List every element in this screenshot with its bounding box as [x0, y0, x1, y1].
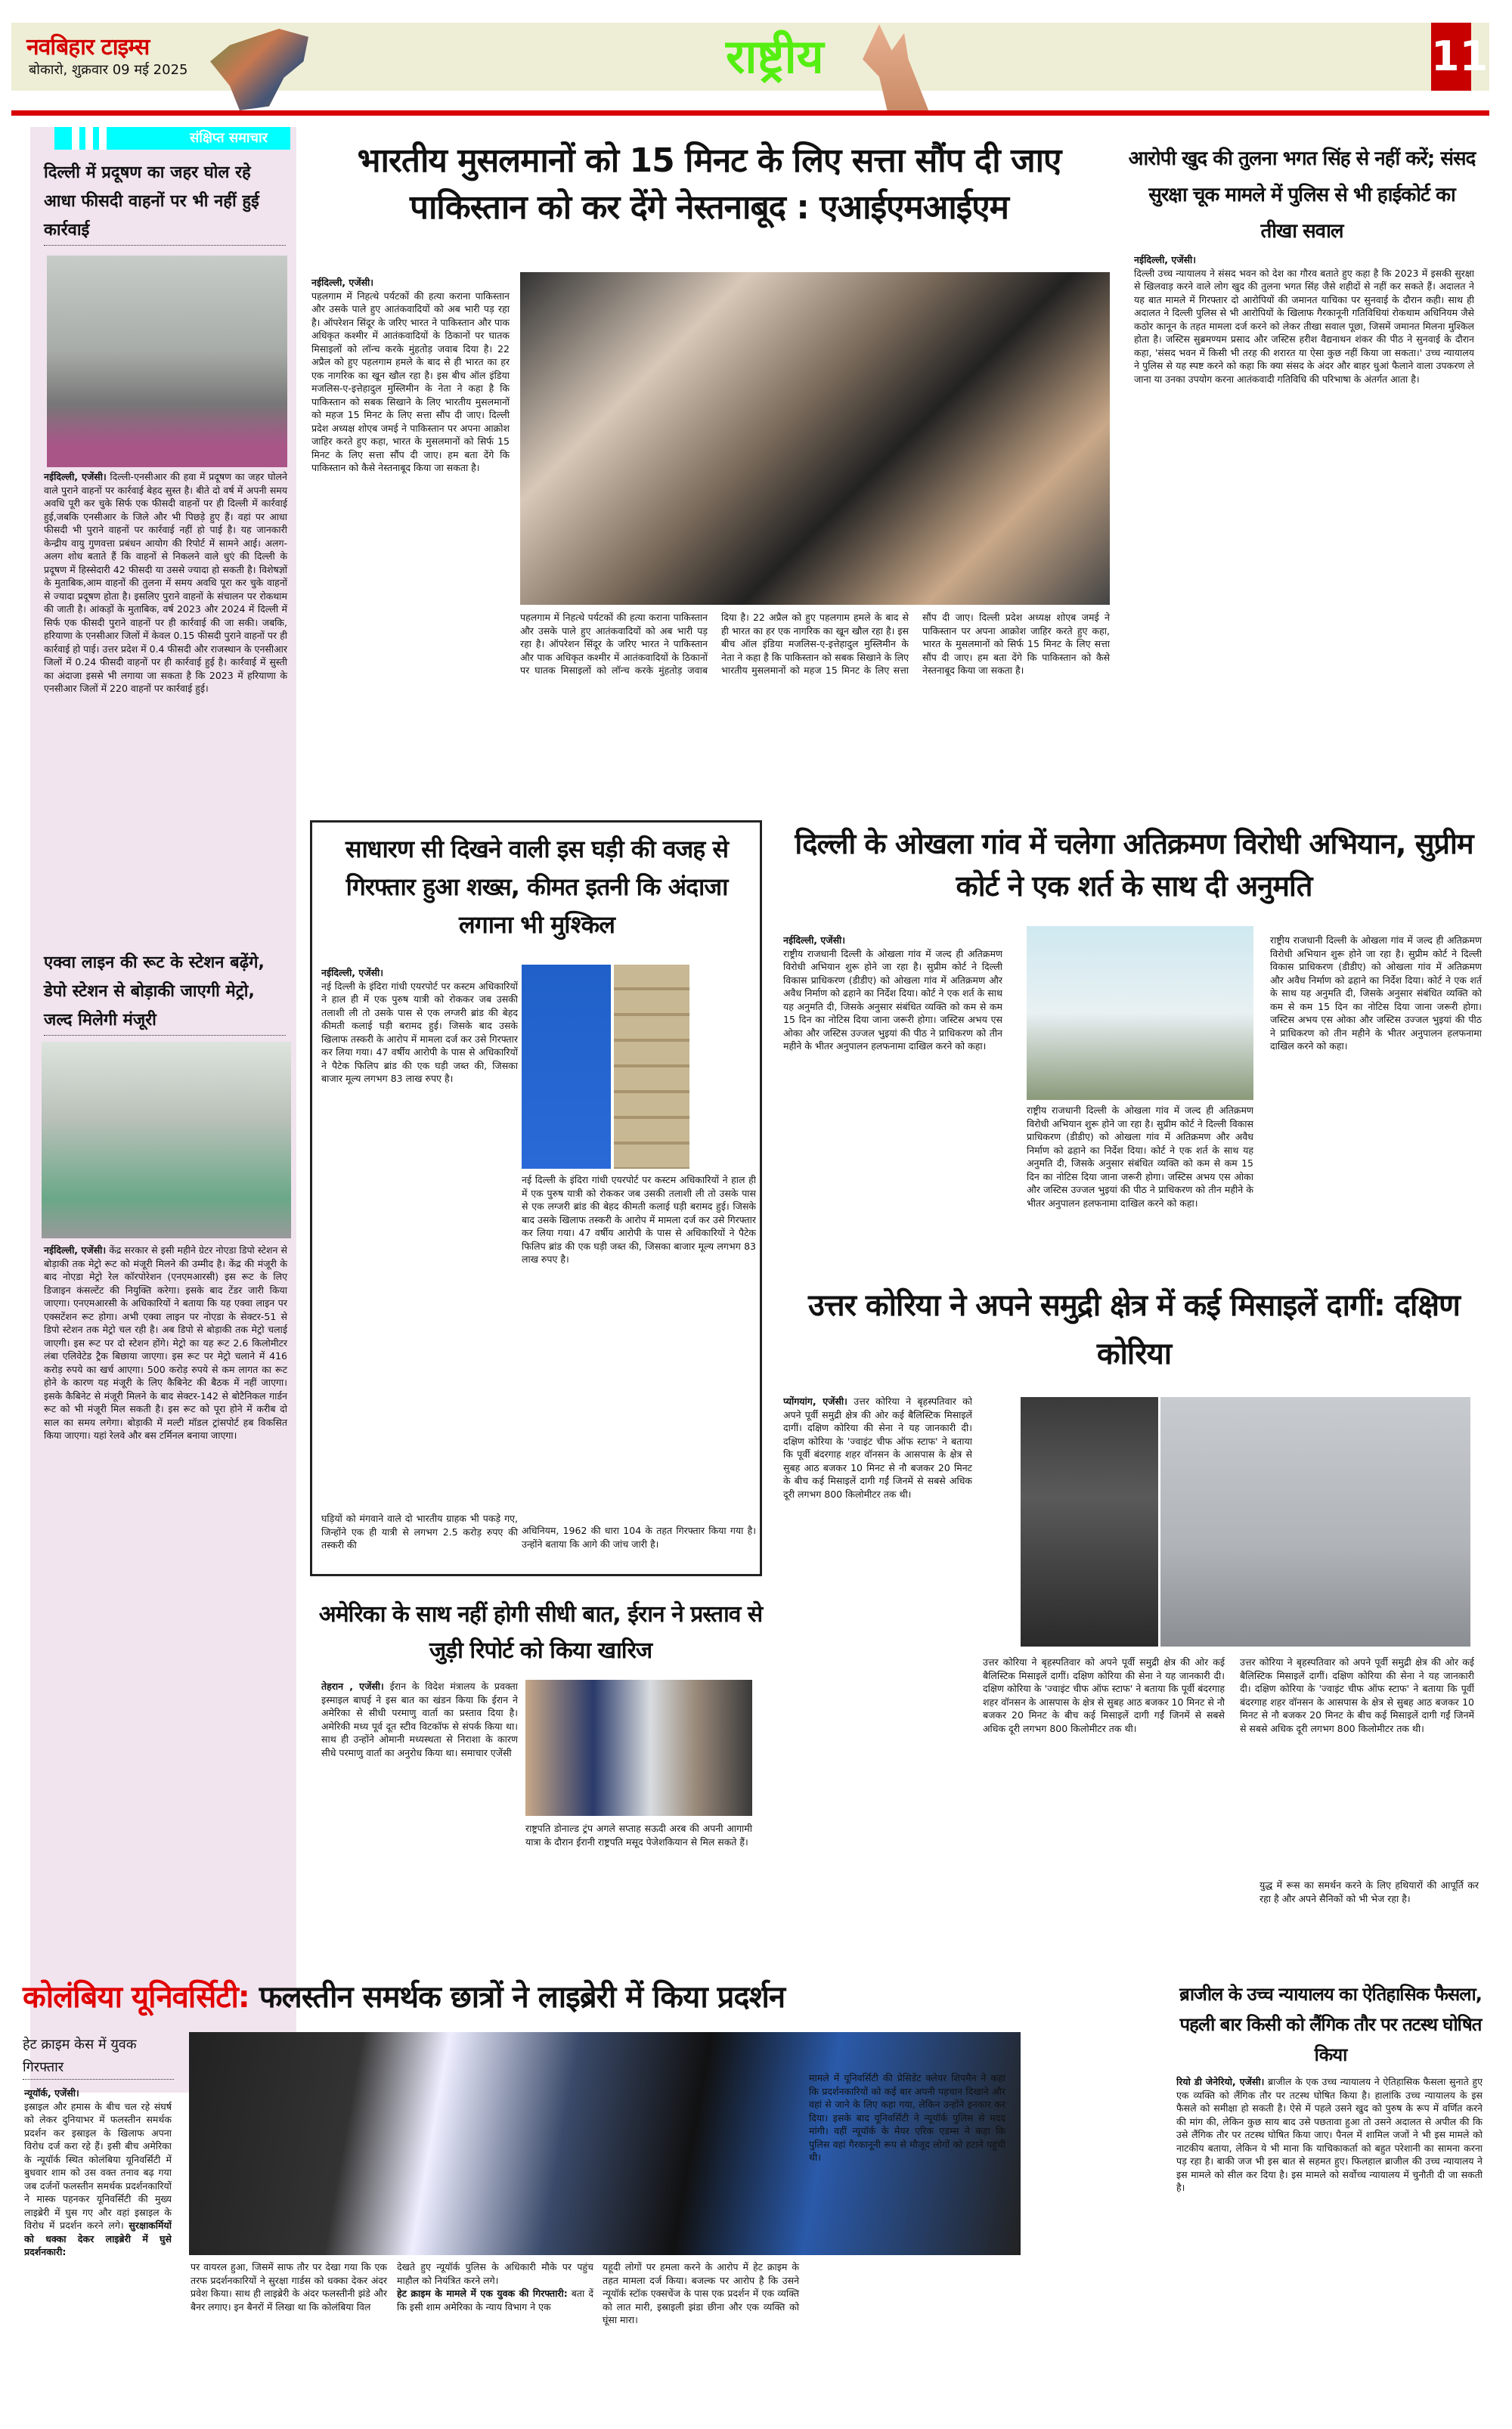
columbia-body: न्यूयॉर्क, एजेंसी। इस्राइल और हमास के बीच चल रहे संघर्ष को लेकर दुनियाभर में फलस्तीन समर्थक प्रदर्शन कर इस्राइल के खिलाफ अपना विरोध दर्ज करा रहे हैं। इसी बीच अमेरिका के न्यूयॉर्क स्थित कोलंबिया यूनिवर्सिटी में बुधवार शाम को उस वक्त तनाव बढ़ गया जब दर्जनों फलस्तीन समर्थक प्रदर्शनकारियों ने मास्क पहनकर यूनिवर्सिटी की मुख्य लाइब्रेरी में घुस गए और वहां इस्राइल के विरोध में प्रदर्शन करने लगे। सुरक्षाकर्मियों को धक्का देकर लाइब्रेरी में घुसे प्रदर्शनकारी: — [24, 2087, 172, 2257]
brief-news-banner: संक्षिप्त समाचार — [54, 127, 290, 150]
columbia-headline[interactable]: कोलंबिया यूनिवर्सिटी: फलस्तीन समर्थक छात्रों ने लाइब्रेरी में किया प्रदर्शन — [23, 1980, 785, 2015]
header-divider — [11, 110, 1489, 116]
hc-body: नईदिल्ली, एजेंसी। दिल्ली उच्च न्यायालय ने संसद भवन को देश का गौरव बताते हुए कहा है कि 2023 में इसकी सुरक्षा से खिलवाड़ करने वाले लोग खुद की तुलना भगत सिंह जैसे शहीदों से नहीं कर सकते हैं। अदालत ने यह बात मामले में गिरफ्तार दो आरोपियों की जमानत याचिका पर सुनवाई के दौरान कही। साथ ही अदालत ने दिल्ली पुलिस से भी आरोपियों के खिलाफ गैरकानूनी गतिविधियां रोकथाम अधिनियम जैसे कठोर कानून के तहत मामला दर्ज करने को लेकर तीखा सवाल पूछा, जिसमें जमानत मिलना मुश्किल होता है। जस्टिस सुब्रमण्यम प्रसाद और जस्टिस हरीश वैद्यनाथन शंकर की पीठ ने सुनवाई के दौरान कहा, 'संसद भवन में किसी भी तरह की शरारत या ऐसा कुछ नहीं किया जा सकता।' उच्च न्यायालय ने पुलिस से यह स्पष्ट करने को कहा कि क्या संसद के अंदर और बाहर धुआं फैलाने वाला उपकरण ले जाना या उनका उपयोग करना आतंकवादी गतिविधि की परिभाषा के अंतर्गत आता है। — [1134, 254, 1474, 385]
columbia-col2: पर वायरल हुआ, जिसमें साफ तौर पर देखा गया कि एक तरफ प्रदर्शनकारियों ने सुरक्षा गार्डस को धक्का देकर अंदर प्रवेश किया। साथ ही लाइब्रेरी के अंदर फलस्तीनी झंडे और बैनर लगाए। इन बैनरों में लिखा था कि कोलंबिया विल — [191, 2261, 387, 2313]
iran-body-col2: राष्ट्रपति डोनाल्ड ट्रंप अगले सप्ताह सऊदी अरब की अपनी आगामी यात्रा के दौरान ईरानी राष्ट्रपति मसूद पेजेशकियान से मिल सकते हैं। — [525, 1823, 752, 1848]
korea-body-col3: उत्तर कोरिया ने बृहस्पतिवार को अपने पूर्वी समुद्री क्षेत्र की ओर कई बैलिस्टिक मिसाइलें दागीं। दक्षिण कोरिया की सेना ने यह जानकारी दी। दक्षिण कोरिया के 'ज्वाइंट चीफ ऑफ स्टाफ' ने बताया कि पूर्वी बंदरगाह शहर वॉनसन के आसपास के क्षेत्र से सुबह आठ बजकर 10 मिनट से नौ बजकर 20 मिनट के बीच कई मिसाइलें दागी गईं जिनमें से सबसे अधिक दूरी लगभग 800 किलोमीटर तक थी। — [1240, 1656, 1474, 1734]
sidebar-story1-body: नईदिल्ली, एजेंसी। दिल्ली-एनसीआर की हवा में प्रदूषण का जहर घोलने वाले पुराने वाहनों पर कार्रवाई बेहद सुस्त है। बीते दो वर्ष में अपनी समय अवधि पूरी कर चुके सिर्फ एक फीसदी वाहनों पर ही दिल्ली में कार्रवाई हुई,जबकि एनसीआर के जिले और भी पिछड़े हुए हैं। वहां पर आधा फीसदी भी पुराने वाहनों पर कार्रवाई नहीं हो पाई है। यह जानकारी केन्द्रीय वायु गुणवत्ता प्रबंधन आयोग की रिपोर्ट में सामने आई। अलग-अलग शोध बताते हैं कि वाहनों से निकलने वाले धुएं की दिल्ली के प्रदूषण में हिस्सेदारी 42 फीसदी या उससे ज्यादा हो सकती है। विशेषज्ञों के मुताबिक,आम वाहनों की तुलना में समय अवधि पूरा कर चुके वाहनों से ज्यादा प्रदूषण होता है। इसलिए पुराने वाहनों के संचालन पर रोकथाम की जाती है। आंकड़ों के मुताबिक, वर्ष 2023 और 2024 में दिल्ली में सिर्फ एक फीसदी पुराने वाहनों पर ही कार्रवाई की जा सकी। जबकि, हरियाणा के एनसीआर जिलों में केवल 0.15 फीसदी पुराने वाहनों पर ही कार्रवाई हो पाई। उत्तर प्रदेश में 0.4 फीसदी और राजस्थान के एनसीआर जिलों में 0.24 फीसदी वाहनों पर ही कार्रवाई हुई है। कार्रवाई में सुस्ती का अंदाजा इससे भी लगाया जा सकता है कि 2023 में हरियाणा के एनसीआर जिलों में 220 वाहनों पर कार्रवाई हुई। — [44, 471, 287, 694]
iran-body: तेहरान , एजेंसी। ईरान के विदेश मंत्रालय के प्रवक्ता इस्माइल बाघई ने इस बात का खंडन किया कि ईरान ने अमेरिका से सीधी परमाणु वार्ता का प्रस्ताव दिया है। अमेरिकी मध्य पूर्व दूत स्टीव विटकॉफ से संपर्क किया था। साथ ही उन्होंने ओमानी मध्यस्थता से निराशा के कारण सीधे परमाणु वार्ता का अनुरोध किया था। समाचार एजेंसी — [321, 1681, 518, 1758]
lead-headline[interactable]: भारतीय मुसलमानों को 15 मिनट के लिए सत्ता सौंप दी जाए पाकिस्तान को कर देंगे नेस्तनाबूद : एआईएमआईएम — [357, 141, 1061, 227]
edition-dateline: बोकारो, शुक्रवार 09 मई 2025 — [29, 62, 188, 78]
newspaper-brand: नवबिहार टाइम्स — [26, 34, 150, 60]
korea-body-end: युद्ध में रूस का समर्थन करने के लिए हथियारों की आपूर्ति कर रहा है और अपने सैनिकों को भी भेज रहा है। — [1259, 1879, 1479, 1904]
okhla-body-col2: राष्ट्रीय राजधानी दिल्ली के ओखला गांव में जल्द ही अतिक्रमण विरोधी अभियान शुरू होने जा रहा है। सुप्रीम कोर्ट ने दिल्ली विकास प्राधिकरण (डीडीए) को ओखला गांव में अतिक्रमण और अवैध निर्माण को ढहाने का निर्देश दिया। कोर्ट ने एक शर्त के साथ यह अनुमति दी, जिसके अनुसार संबंधित व्यक्ति को कम से कम 15 दिन का नोटिस दिया जाना जरूरी होगा। जस्टिस अभय एस ओका और जस्टिस उज्जल भुइयां की पीठ ने प्राधिकरण को तीन महीने के भीतर अनुपालन हलफनामा दाखिल करने को कहा। — [1027, 1105, 1253, 1209]
columbia-col3: देखते हुए न्यूयॉर्क पुलिस के अधिकारी मौके पर पहुंच माहौल को नियंत्रित करने लगे। हेट क्राइम के मामले में एक युवक की गिरफ्तारी: बता दें कि इसी शाम अमेरिका के न्याय विभाग ने एक — [397, 2261, 593, 2313]
watch-body: नईदिल्ली, एजेंसी। नई दिल्ली के इंदिरा गांधी एयरपोर्ट पर कस्टम अधिकारियों ने हाल ही में एक पुरुष यात्री को रोककर जब उसकी तलाशी ली तो उसके पास से एक लग्जरी ब्रांड की बेहद कीमती कलाई घड़ी बरामद हुई। जिसके बाद उसके खिलाफ तस्करी के आरोप में मामला दर्ज कर उसे गिरफ्तार कर लिया गया। 47 वर्षीय आरोपी के पास से अधिकारियों ने पैटेक फिलिप ब्रांड की एक घड़ी जब्त की, जिसका बाजार मूल्य लगभग 83 लाख रुपए है। — [321, 967, 518, 1084]
seized-cash-photo — [614, 965, 689, 1169]
korea-body-col2: उत्तर कोरिया ने बृहस्पतिवार को अपने पूर्वी समुद्री क्षेत्र की ओर कई बैलिस्टिक मिसाइलें दागीं। दक्षिण कोरिया की सेना ने यह जानकारी दी। दक्षिण कोरिया के 'ज्वाइंट चीफ ऑफ स्टाफ' ने बताया कि पूर्वी बंदरगाह शहर वॉनसन के आसपास के क्षेत्र से सुबह आठ बजकर 10 मिनट से नौ बजकर 20 मिनट के बीच कई मिसाइलें दागी गईं जिनमें से सबसे अधिक दूरी लगभग 800 किलोमीटर तक थी। — [983, 1656, 1225, 1734]
page-number: 11 — [1431, 23, 1471, 91]
banner-stripes-icon — [72, 127, 110, 150]
columbia-subhead: हेट क्राइम केस में युवक गिरफ्तार — [23, 2034, 174, 2080]
korea-body: प्योंगयांग, एजेंसी। उत्तर कोरिया ने बृहस्पतिवार को अपने पूर्वी समुद्री क्षेत्र की ओर कई बैलिस्टिक मिसाइलें दागीं। दक्षिण कोरिया की सेना ने यह जानकारी दी। दक्षिण कोरिया के 'ज्वाइंट चीफ ऑफ स्टाफ' ने बताया कि पूर्वी बंदरगाह शहर वॉनसन के आसपास के क्षेत्र से सुबह आठ बजकर 10 मिनट से नौ बजकर 20 मिनट के बीच कई मिसाइलें दागी गईं जिनमें से सबसे अधिक दूरी लगभग 800 किलोमीटर तक थी। — [783, 1396, 972, 1500]
hc-headline[interactable]: आरोपी खुद की तुलना भगत सिंह से नहीं करें; संसद सुरक्षा चूक मामले में पुलिस से भी हाईकोर्ट का तीखा सवाल — [1128, 147, 1476, 243]
iran-headline[interactable]: अमेरिका के साथ नहीं होगी सीधी बात, ईरान ने प्रस्ताव से जुड़ी रिपोर्ट को किया खारिज — [318, 1601, 763, 1664]
columbia-col5: मामले में यूनिवर्सिटी की प्रेसिडेंट क्लेयर शिपमैन ने कहा कि प्रदर्शनकारियों को कई बार अपनी पहचान दिखाने और वहां से जाने के लिए कहा गया, लेकिन उन्होंने इनकार कर दिया। इसके बाद यूनिवर्सिटी ने न्यूयॉर्क पुलिस से मदद मांगी। वहीं न्यूयॉर्क के मेयर एरिक एडम्स ने कहा कि पुलिस वहां गैरकानूनी रूप से मौजूद लोगों को हटाने पहुंची थी। — [809, 2072, 1005, 2163]
supreme-court-photo — [1027, 926, 1253, 1100]
watch-body-col2: नई दिल्ली के इंदिरा गांधी एयरपोर्ट पर कस्टम अधिकारियों ने हाल ही में एक पुरुष यात्री को रोककर जब उसकी तलाशी ली तो उसके पास से एक लग्जरी ब्रांड की बेहद कीमती कलाई घड़ी बरामद हुई। जिसके बाद उसके खिलाफ तस्करी के आरोप में मामला दर्ज कर उसे गिरफ्तार कर लिया गया। 47 वर्षीय आरोपी के पास से अधिकारियों ने पैटेक फिलिप ब्रांड की एक घड़ी जब्त की, जिसका बाजार मूल्य लगभग 83 लाख रुपए है। — [522, 1174, 756, 1265]
brazil-headline[interactable]: ब्राजील के उच्च न्यायालय का ऐतिहासिक फैसला, पहली बार किसी को लैंगिक तौर पर तटस्थ घोषित किया — [1179, 1984, 1482, 2065]
trump-pezeshkian-photo — [525, 1680, 752, 1816]
sidebar-story2-body: नईदिल्ली, एजेंसी। केंद्र सरकार से इसी महीने ग्रेटर नोएडा डिपो स्टेशन से बोड़ाकी तक मेट्रो रूट को मंजूरी मिलने की उम्मीद है। केंद्र की मंजूरी के बाद नोएडा मेट्रो रेल कॉरपोरेशन (एनएमआरसी) इस रूट के लिए डिजाइन कंसल्टेंट की नियुक्ति करेगा। इसके बाद टेंडर जारी किया जाएगा। एनएमआरसी के अधिकारियों ने बताया कि यह एक्वा लाइन पर एक्सटेंशन रूट होगा। अभी एक्वा लाइन पर नोएडा के सेक्टर-51 से डिपो स्टेशन तक मेट्रो चल रही है। अब डिपो से बोड़ाकी तक मेट्रो चलाई जाएगी। इस रूट पर दो स्टेशन होंगे। मेट्रो का यह रूट 2.6 किलोमीटर लंबा एलिवेटेड ट्रैक बिछाया जाएगा। इस रूट पर मेट्रो चलाने में 416 करोड़ रुपये का खर्च आएगा। 500 करोड़ रुपये से कम लागत का रूट होने के कारण यह मंजूरी के लिए कैबिनेट की बैठक में नहीं जाएगा। इसके कैबिनेट से मंजूरी मिलने के बाद सेक्टर-142 से बोटैनिकल गार्डन रूट को भी मंजूरी मिल सकती है। इस रूट को पूरा होने में करीब दो साल का समय लगेगा। बोड़ाकी में मल्टी मॉडल ट्रांसपोर्ट हब विकसित किया जाएगा। यहां रेलवे और बस टर्मिनल बनाया जाएगा। — [44, 1244, 287, 1441]
watch-body-col2-end: अधिनियम, 1962 की धारा 104 के तहत गिरफ्तार किया गया है। उन्होंने बताया कि आगे की जांच जारी है। — [522, 1525, 756, 1550]
kim-jong-un-photo — [1021, 1397, 1158, 1647]
metro-train-photo — [42, 1042, 291, 1238]
columbia-col4: यहूदी लोगों पर हमला करने के आरोप में हेट क्राइम के तहत मामला दर्ज किया। बजल्क पर आरोप है कि उसने न्यूयॉर्क स्टॉक एक्सचेंज के पास एक प्रदर्शन में एक व्यक्ति को लात मारी, इस्राइली झंडा छीना और एक व्यक्ति को घूंसा मारा। — [603, 2261, 799, 2325]
okhla-body: नईदिल्ली, एजेंसी। राष्ट्रीय राजधानी दिल्ली के ओखला गांव में जल्द ही अतिक्रमण विरोधी अभियान शुरू होने जा रहा है। सुप्रीम कोर्ट ने दिल्ली विकास प्राधिकरण (डीडीए) को ओखला गांव में अतिक्रमण और अवैध निर्माण को ढहाने का निर्देश दिया। कोर्ट ने एक शर्त के साथ यह अनुमति दी, जिसके अनुसार संबंधित व्यक्ति को कम से कम 15 दिन का नोटिस दिया जाना जरूरी होगा। जस्टिस अभय एस ओका और जस्टिस उज्जल भुइयां की पीठ ने प्राधिकरण को तीन महीने के भीतर अनुपालन हलफनामा दाखिल करने को कहा। — [783, 934, 1002, 1052]
sidebar-story2-headline[interactable]: एक्वा लाइन की रूट के स्टेशन बढ़ेंगे, डेपो स्टेशन से बोड़ाकी जाएगी मेट्रो, जल्द मिलेगी मंजूरी — [44, 949, 286, 1036]
watch-body-end: घड़ियों को मंगवाने वाले दो भारतीय ग्राहक भी पकड़े गए, जिन्होंने एक ही यात्री से लगभग 2.5 करोड़ रुपए की तस्करी की — [321, 1513, 518, 1551]
okhla-body-col3: राष्ट्रीय राजधानी दिल्ली के ओखला गांव में जल्द ही अतिक्रमण विरोधी अभियान शुरू होने जा रहा है। सुप्रीम कोर्ट ने दिल्ली विकास प्राधिकरण (डीडीए) को ओखला गांव में अतिक्रमण और अवैध निर्माण को ढहाने का निर्देश दिया। कोर्ट ने एक शर्त के साथ यह अनुमति दी, जिसके अनुसार संबंधित व्यक्ति को कम से कम 15 दिन का नोटिस दिया जाना जरूरी होगा। जस्टिस अभय एस ओका और जस्टिस उज्जल भुइयां की पीठ ने प्राधिकरण को तीन महीने के भीतर अनुपालन हलफनामा दाखिल करने को कहा। — [1270, 934, 1482, 1052]
luxury-watch-photo — [522, 965, 611, 1169]
delhi-traffic-photo — [47, 256, 287, 467]
lead-body: नईदिल्ली, एजेंसी। पहलगाम में निहत्थे पर्यटकों की हत्या कराना पाकिस्तान और उसके पाले हुए आतंकवादियों को अब भारी पड़ रहा है। ऑपरेशन सिंदूर के जरिए भारत ने पाकिस्तान और पाक अधिकृत कश्मीर में आतंकवादियों के ठिकानों पर घातक मिसाइलों को लॉन्च करके मुंहतोड़ जवाब दिया है। 22 अप्रैल को हुए पहलगाम हमले के बाद से ही भारत का हर एक नागरिक का खून खौल रहा है। इस बीच ऑल इंडिया मजलिस-ए-इत्तेहादुल मुस्लिमीन के नेता ने कहा है कि पाकिस्तान को सबक सिखाने के लिए भारतीय मुसलमानों को महज 15 मिनट के लिए सत्ता सौंप दी जाए। दिल्ली प्रदेश अध्यक्ष शोएब जमई ने पाकिस्तान पर अपना आक्रोश जाहिर करते हुए कहा, भारत के मुसलमानों को सिर्फ 15 मिनट के लिए सत्ता सौंप दी जाए। हम बता देंगे कि पाकिस्तान को कैसे नेस्तनाबूद किया जा सकता है। — [311, 277, 510, 473]
watch-headline[interactable]: साधारण सी दिखने वाली इस घड़ी की वजह से गिरफ्तार हुआ शख्स, कीमत इतनी कि अंदाजा लगाना भी मुश्किल — [345, 835, 729, 939]
lead-body-continued: पहलगाम में निहत्थे पर्यटकों की हत्या कराना पाकिस्तान और उसके पाले हुए आतंकवादियों को अब भारी पड़ रहा है। ऑपरेशन सिंदूर के जरिए भारत ने पाकिस्तान और पाक अधिकृत कश्मीर में आतंकवादियों के ठिकानों पर घातक मिसाइलों को लॉन्च करके मुंहतोड़ जवाब दिया है। 22 अप्रैल को हुए पहलगाम हमले के बाद से ही भारत का हर एक नागरिक का खून खौल रहा है। इस बीच ऑल इंडिया मजलिस-ए-इत्तेहादुल मुस्लिमीन के नेता ने कहा है कि पाकिस्तान को सबक सिखाने के लिए भारतीय मुसलमानों को महज 15 मिनट के लिए सत्ता सौंप दी जाए। दिल्ली प्रदेश अध्यक्ष शोएब जमई ने पाकिस्तान पर अपना आक्रोश जाहिर करते हुए कहा, भारत के मुसलमानों को सिर्फ 15 मिनट के लिए सत्ता सौंप दी जाए। हम बता देंगे कि पाकिस्तान को कैसे नेस्तनाबूद किया जा सकता है। — [520, 612, 1110, 676]
brazil-body: रियो डी जेनेरियो, एजेंसी। ब्राजील के एक उच्च न्यायालय ने ऐतिहासिक फैसला सुनाते हुए एक व्यक्ति को लैंगिक तौर पर तटस्थ घोषित किया है। हालांकि उच्च न्यायालय के इस फैसले को समीक्षा हो सकती है। ऐसे में पहले उसने खुद को पुरुष के रूप में वर्णित करने की मांग की, लेकिन कुछ साय बाद उसे पछतावा हुआ तो उसने अदालत से अपील की कि उसे लैंगिक तौर पर तटस्थ घोषित किया जाए। पैनल में शामिल जजों ने भी इस मामले को नाटकीय बताया, लेकिन ये भी माना कि याचिकाकर्ता को बहुत परेशानी का सामना करना पड़ रहा है। बाकी जज भी इस बात से सहमत हुए। फिलहाल ब्राजील की उच्च न्यायालय ने इस मामले को सील कर दिया है। इस मामले को सर्वोच्च न्यायालय में चुनौती दी जा सकती है। — [1176, 2076, 1483, 2193]
aimim-leaders-photo — [520, 272, 1110, 605]
section-title: राष्ट्रीय — [726, 29, 824, 84]
missile-launch-photo — [1160, 1397, 1470, 1647]
okhla-headline[interactable]: दिल्ली के ओखला गांव में चलेगा अतिक्रमण विरोधी अभियान, सुप्रीम कोर्ट ने एक शर्त के साथ दी अनुमति — [795, 827, 1473, 903]
sidebar-story1-headline[interactable]: दिल्ली में प्रदूषण का जहर घोल रहे आधा फीसदी वाहनों पर भी नहीं हुई कार्रवाई — [44, 159, 286, 246]
korea-headline[interactable]: उत्तर कोरिया ने अपने समुद्री क्षेत्र में कई मिसाइलें दागीं: दक्षिण कोरिया — [808, 1288, 1460, 1371]
